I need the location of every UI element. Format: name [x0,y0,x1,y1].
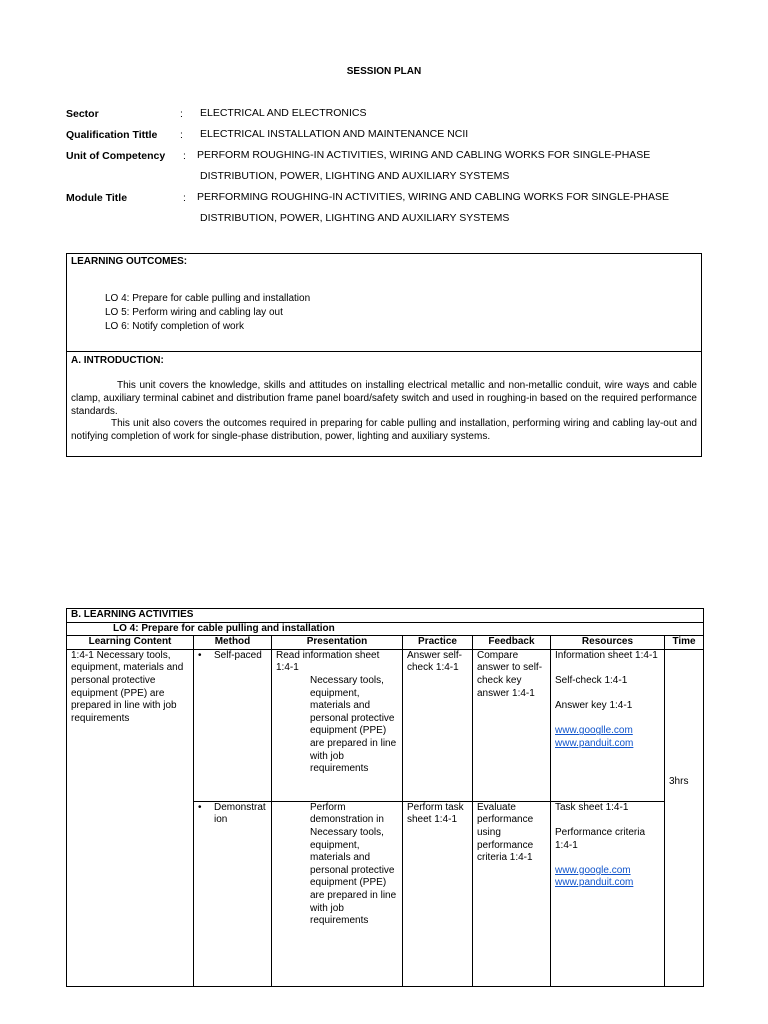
method-text: Demonstration [214,801,266,826]
resource-item: Performance criteria 1:4-1 [555,826,646,851]
resource-item: Task sheet 1:4-1 [555,801,629,813]
learning-outcomes-list [105,292,310,334]
resource-link[interactable]: www.panduit.com [555,737,634,749]
unit-value-line2: DISTRIBUTION, POWER, LIGHTING AND AUXILIARY SYSTEMS [200,170,510,182]
table-row [67,609,704,623]
module-value-line1: PERFORMING ROUGHING-IN ACTIVITIES, WIRING AND CABLING WORKS FOR SINGLE-PHASE [197,191,669,203]
outcomes-introduction-box [66,253,702,457]
presentation-cell [272,649,403,801]
unit-value-line1: PERFORM ROUGHING-IN ACTIVITIES, WIRING AND CABLING WORKS FOR SINGLE-PHASE [197,149,651,161]
resource-link[interactable]: www.google.com [555,864,631,876]
resource-item: Self-check 1:4-1 [555,674,628,686]
unit-label: Unit of Competency [66,150,166,162]
time-cell [665,649,704,986]
column-header: Resources [551,636,665,650]
qualification-value: ELECTRICAL INSTALLATION AND MAINTENANCE NCII [200,128,469,140]
feedback-cell: Compare answer to self-check key answer 1:4-1 [473,649,551,801]
colon: : [180,108,183,120]
table-row [67,649,704,801]
module-label: Module Title [66,192,128,204]
presentation-body: Necessary tools, equipment, materials and personal protective equipment (PPE) are prepared in line with job requirements [310,674,397,775]
resource-item: Answer key 1:4-1 [555,700,633,712]
list-item: LO 5: Perform wiring and cabling lay out [105,307,283,318]
presentation-lead: Read information sheet 1:4-1 [276,649,380,674]
resource-link[interactable]: www.googlle.com [555,725,633,737]
method-text: Self-paced [214,649,262,661]
column-header: Learning Content [67,636,194,650]
sector-value: ELECTRICAL AND ELECTRONICS [200,107,367,119]
table-header-row [67,636,704,650]
section-divider [67,351,701,352]
unit-value [197,145,650,187]
list-item: LO 4: Prepare for cable pulling and installation [105,293,311,304]
colon: : [180,129,183,141]
introduction-text [71,380,697,444]
method-cell [194,801,272,986]
activities-heading: B. LEARNING ACTIVITIES [67,609,704,623]
column-header: Time [665,636,704,650]
bullet-icon: • [198,801,202,813]
table-row [67,622,704,636]
learning-content-cell: 1:4-1 Necessary tools, equipment, materials and personal protective equipment (PPE) are prepared in line with job requirements [67,649,194,986]
qualification-label: Qualification Tittle [66,129,158,141]
page-title: SESSION PLAN [346,66,422,77]
resource-item: Information sheet 1:4-1 [555,649,658,661]
resources-cell [551,801,665,986]
column-header: Method [194,636,272,650]
method-cell [194,649,272,801]
introduction-heading: A. INTRODUCTION: [71,355,164,366]
column-header: Practice [403,636,473,650]
feedback-cell: Evaluate performance using performance criteria 1:4-1 [473,801,551,986]
module-value [197,187,669,229]
module-value-line2: DISTRIBUTION, POWER, LIGHTING AND AUXILIARY SYSTEMS [200,212,510,224]
presentation-text: Perform demonstration in Necessary tools, equipment, materials and personal protective equipment (PPE) are prepared in line with job requirements [310,801,397,927]
sector-label: Sector [66,108,99,120]
practice-cell: Perform task sheet 1:4-1 [403,801,473,986]
column-header: Presentation [272,636,403,650]
introduction-paragraph-2: This unit also covers the outcomes required in preparing for cable pulling and installation, performing wiring and cabling lay-out and notifying completion of work for single-phase distribution, power, lighting and auxiliary systems. [71,418,697,443]
practice-cell: Answer self-check 1:4-1 [403,649,473,801]
learning-outcomes-heading: LEARNING OUTCOMES: [71,256,188,267]
learning-activities-table [66,608,704,987]
resource-link[interactable]: www.panduit.com [555,877,634,889]
bullet-icon: • [198,649,202,661]
lo-heading: LO 4: Prepare for cable pulling and installation [67,622,704,636]
presentation-cell [272,801,403,986]
column-header: Feedback [473,636,551,650]
colon: : [183,150,186,162]
list-item: LO 6: Notify completion of work [105,321,244,332]
resources-cell [551,649,665,801]
time-value: 3hrs [669,775,689,787]
introduction-paragraph-1: This unit covers the knowledge, skills and attitudes on installing electrical metallic and non-metallic conduit, wire ways and cable clamp, auxiliary terminal cabinet and distribution frame panel board/safety switch and used in roughing-in based on the required performance standards. [71,380,697,417]
colon: : [183,192,186,204]
